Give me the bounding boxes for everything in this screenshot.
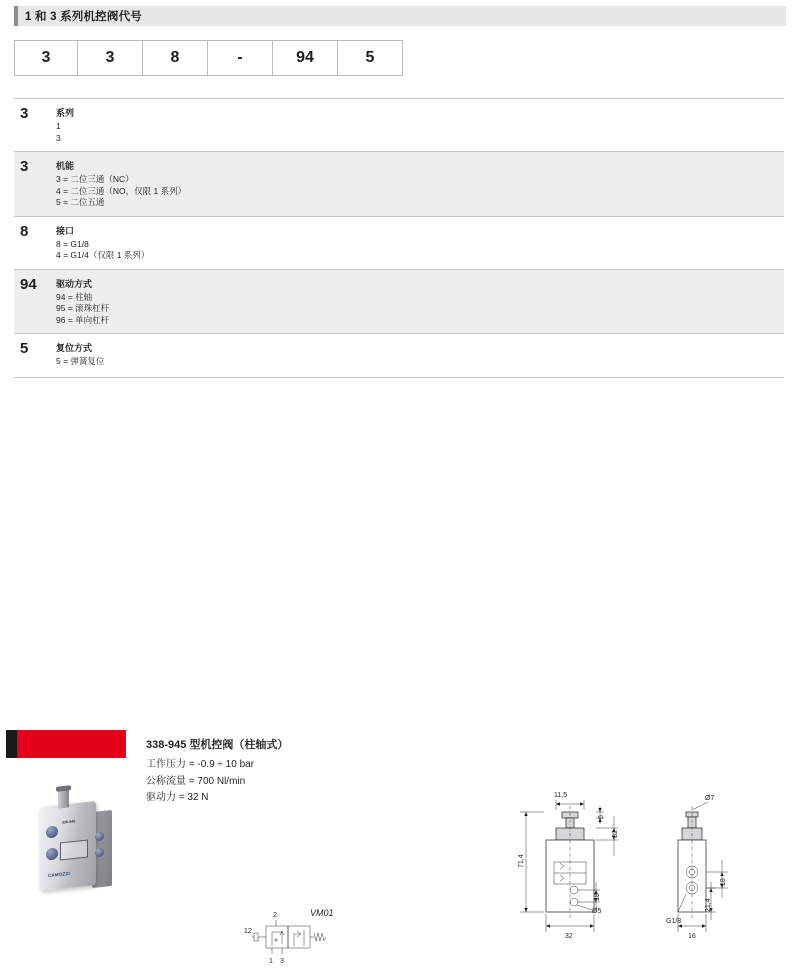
row-option: 5 = 弹簧复位: [56, 356, 105, 366]
row-option: 1: [56, 121, 61, 131]
code-box-4: 94: [272, 40, 337, 76]
code-box-1: 3: [77, 40, 142, 76]
row-body: [56, 270, 784, 334]
row-title: 系列: [56, 108, 75, 118]
row-title: 接口: [56, 225, 75, 236]
dim-rod-diameter: Ø7: [705, 795, 715, 802]
dim-top-width: 11,5: [554, 792, 568, 799]
row-body: [56, 334, 784, 377]
row-body: [56, 217, 784, 269]
code-box-5: 5: [337, 40, 403, 76]
section-header: [14, 6, 786, 26]
dim-side-lower: 21,4: [705, 898, 712, 912]
symbol-port-12: 12: [244, 928, 252, 935]
valve-brand-label: CAMOZZI: [48, 870, 70, 879]
valve-product-photo: [22, 786, 132, 896]
dim-port-diameter: Ø5: [592, 908, 602, 915]
dim-body-height: 32: [612, 830, 619, 838]
row-option: 94 = 柱轴: [56, 291, 93, 302]
table-row: [14, 270, 784, 335]
symbol-name-label: VM01: [310, 908, 334, 918]
row-option: 4 = 二位三通（NO，仅限 1 系列）: [56, 185, 187, 196]
pneumatic-symbol: [240, 908, 360, 970]
row-body: [56, 99, 784, 151]
row-title: 机能: [56, 161, 75, 171]
row-key: 5: [20, 340, 29, 357]
row-title: 复位方式: [56, 343, 93, 353]
row-option: 96 = 单向杠杆: [56, 314, 110, 325]
row-key: 94: [20, 275, 37, 293]
spec-line: 驱动力 = 32 N: [146, 792, 209, 803]
row-option: 8 = G1/8: [56, 238, 89, 249]
row-title: 驱动方式: [56, 278, 93, 289]
row-key: 3: [20, 158, 29, 175]
row-option: 4 = G1/4（仅限 1 系列）: [56, 250, 150, 260]
dim-side-width: 16: [688, 933, 696, 940]
symbol-port-3: 3: [280, 958, 284, 965]
code-box-3: -: [207, 40, 272, 76]
dimension-drawings: [500, 786, 790, 961]
code-key-row: [14, 40, 403, 76]
row-body: [56, 152, 784, 216]
symbol-port-1: 1: [269, 958, 273, 965]
code-box-0: 3: [14, 40, 77, 76]
code-box-2: 8: [142, 40, 207, 76]
dim-side-upper: 18: [720, 878, 727, 886]
table-row: [14, 217, 784, 270]
section-header-title: 1 和 3 系列机控阀代号: [25, 11, 142, 23]
product-accent-bar: [6, 730, 126, 758]
row-option: 5 = 二位五通: [56, 197, 105, 207]
table-row: [14, 334, 784, 378]
valve-model-label: 338-945: [62, 819, 76, 825]
dim-total-height: 71,4: [518, 854, 525, 868]
valve-symbol-plate: [60, 840, 88, 861]
row-key: 8: [20, 222, 29, 240]
product-title: 338-945 型机控阀（柱轴式）: [146, 739, 289, 751]
symbol-port-2: 2: [273, 912, 277, 919]
dim-plunger-stroke: 6: [598, 815, 605, 819]
dim-bottom-width: 32: [565, 933, 573, 940]
product-accent-bar-dark: [6, 730, 17, 758]
spec-line: 工作压力 = -0.9 ÷ 10 bar: [146, 759, 255, 770]
dim-port-spacing: 18: [594, 893, 601, 901]
spec-line: 公称流量 = 700 Nl/min: [146, 775, 246, 787]
row-option: 95 = 滚珠杠杆: [56, 303, 110, 313]
dim-thread: G1/8: [666, 918, 682, 925]
row-key: 3: [20, 105, 29, 122]
table-row: [14, 99, 784, 152]
row-option: 3 = 二位三通（NC）: [56, 174, 134, 184]
table-row: [14, 152, 784, 217]
header-accent-bar: [14, 6, 18, 26]
row-option: 3: [56, 132, 61, 143]
code-description-table: [14, 98, 784, 378]
product-specs: [146, 757, 254, 807]
